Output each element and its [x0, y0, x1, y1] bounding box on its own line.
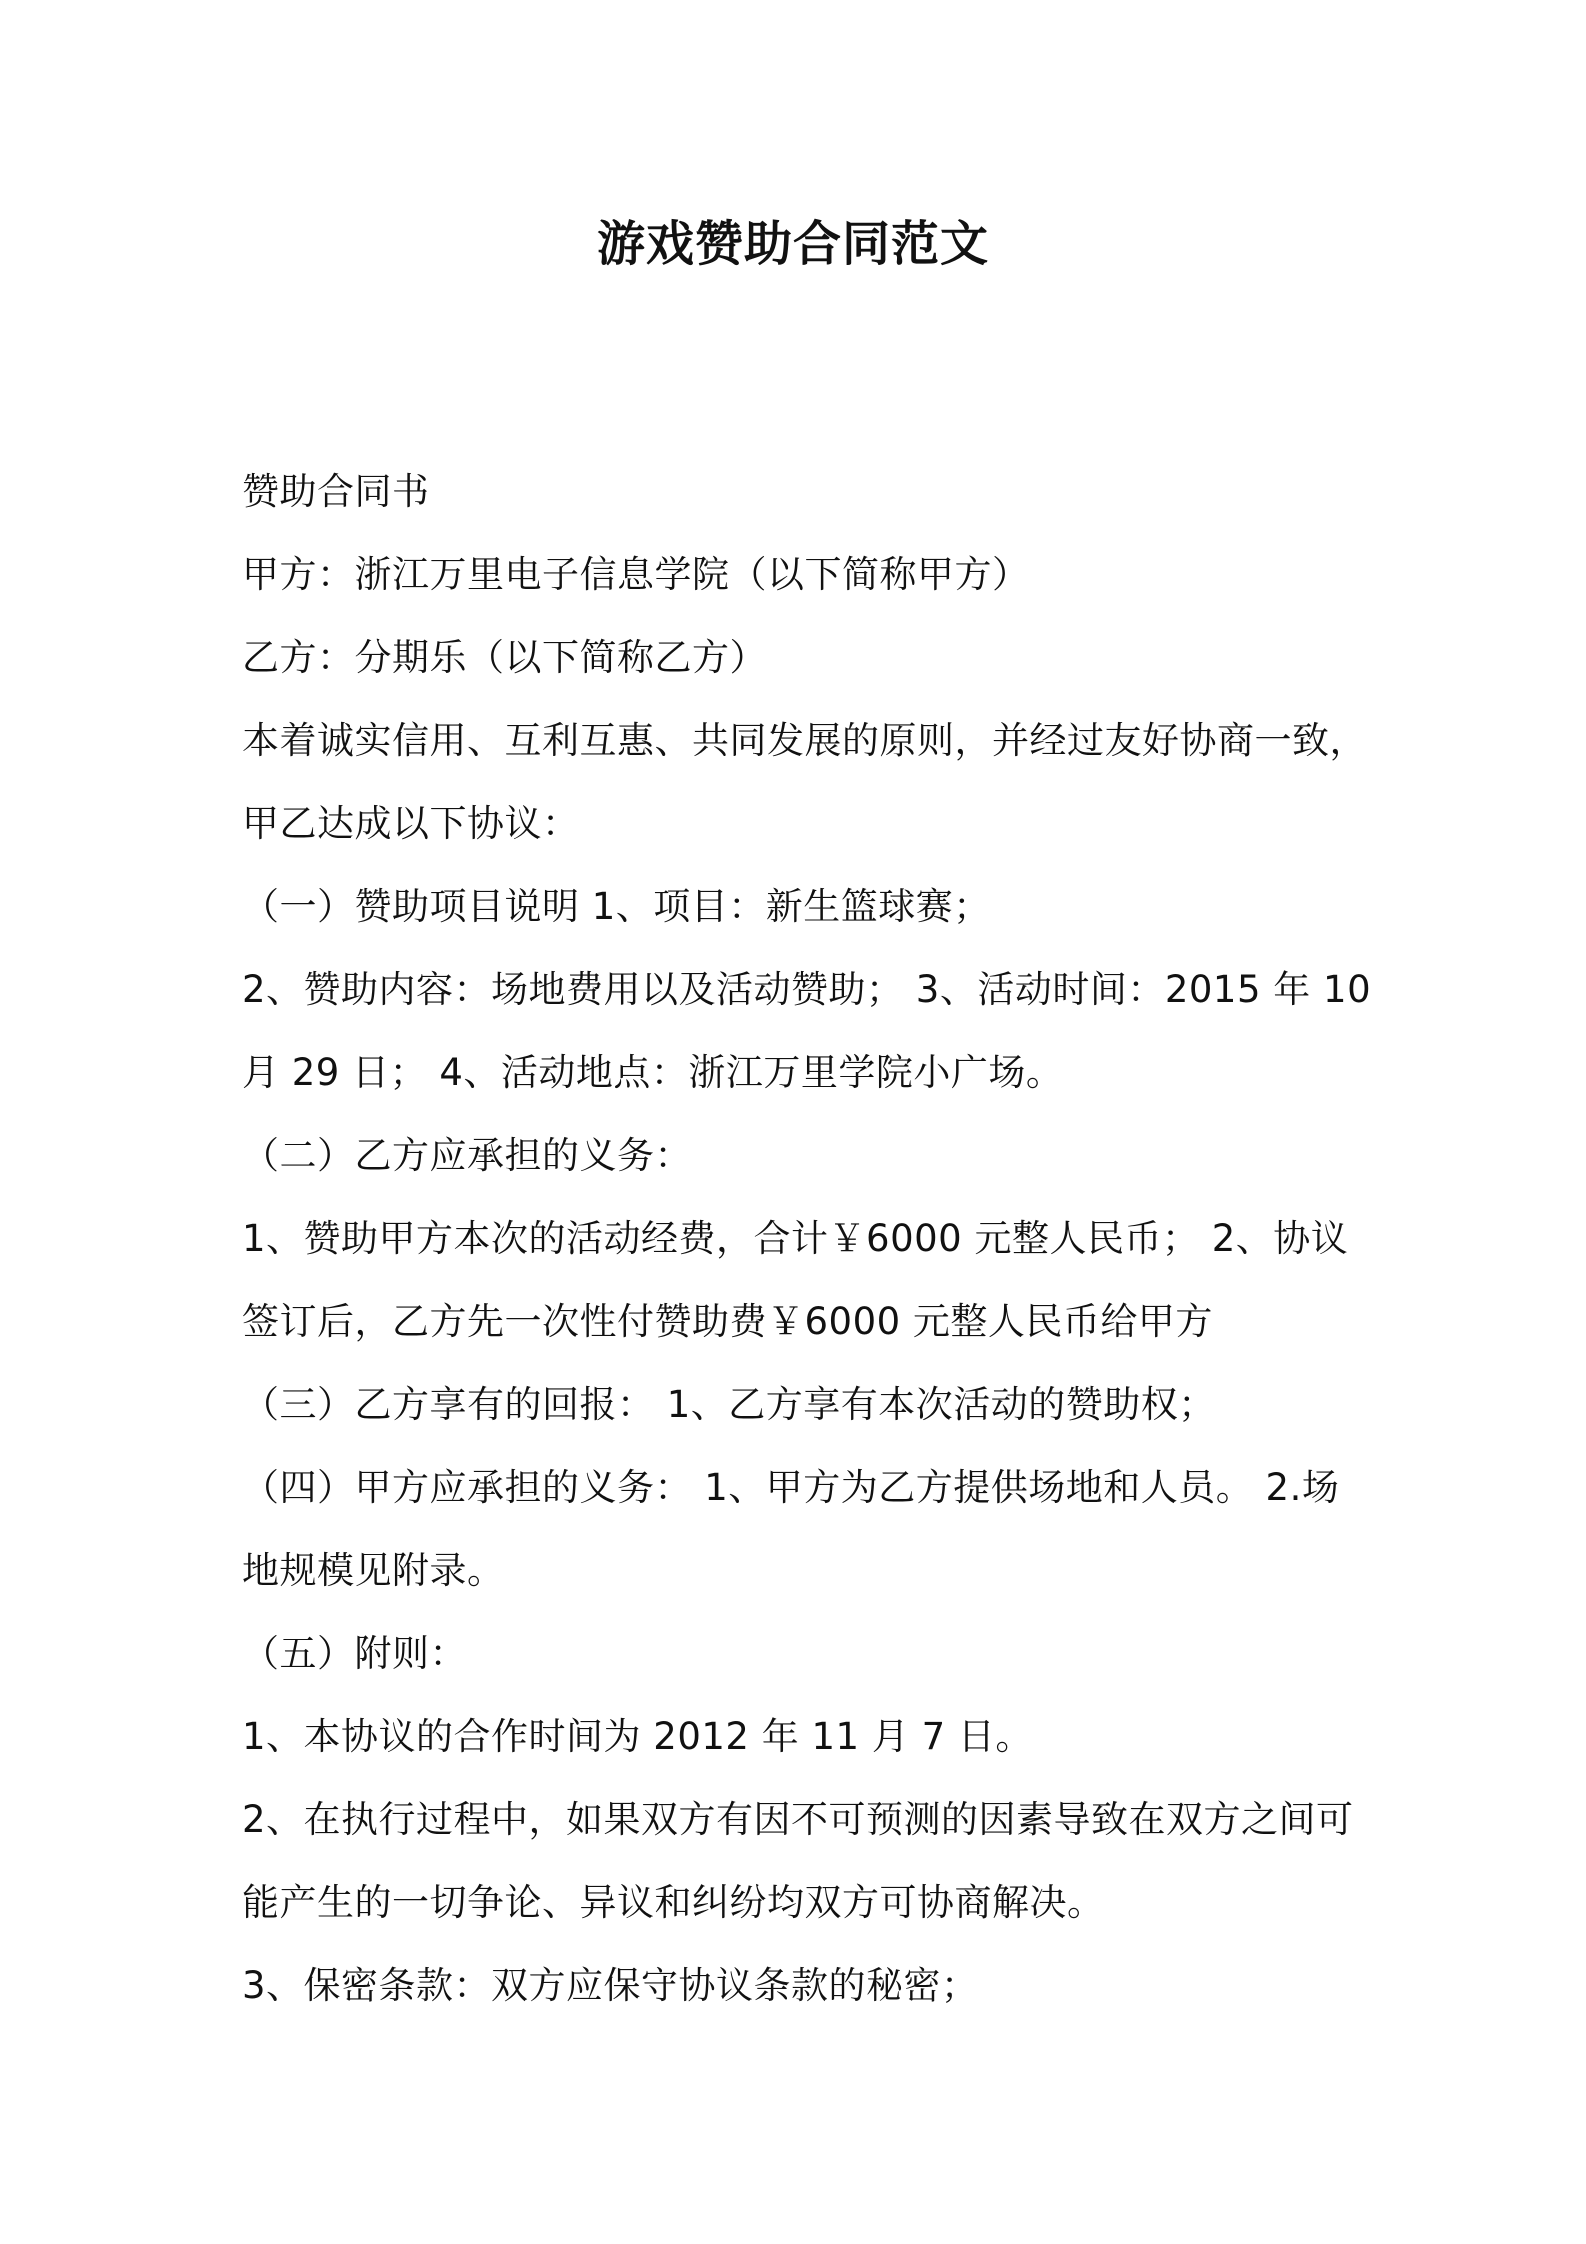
party-b-line: 乙方：分期乐（以下简称乙方）: [242, 636, 767, 679]
clause-line: 签订后，乙方先一次性付赞助费￥6000 元整人民币给甲方: [242, 1300, 1213, 1343]
clause-line: 地规模见附录。: [242, 1549, 505, 1592]
clause-line: 1、赞助甲方本次的活动经费，合计￥6000 元整人民币； 2、协议: [242, 1217, 1349, 1260]
clause-line: 月 29 日； 4、活动地点：浙江万里学院小广场。: [242, 1051, 1064, 1094]
clause-line: （四）甲方应承担的义务： 1、甲方为乙方提供场地和人员。 2.场: [242, 1466, 1340, 1509]
preamble-line: 甲乙达成以下协议：: [242, 802, 580, 845]
document-title: 游戏赞助合同范文: [596, 216, 989, 272]
clause-line: （二）乙方应承担的义务：: [242, 1134, 692, 1177]
preamble-line: 本着诚实信用、互利互惠、共同发展的原则，并经过友好协商一致，: [242, 719, 1367, 762]
party-a-line: 甲方：浙江万里电子信息学院（以下简称甲方）: [242, 553, 1030, 596]
section-heading: 赞助合同书: [242, 470, 430, 513]
clause-line: （五）附则：: [242, 1632, 467, 1675]
clause-line: 1、本协议的合作时间为 2012 年 11 月 7 日。: [242, 1715, 1033, 1758]
clause-line: 2、赞助内容：场地费用以及活动赞助； 3、活动时间：2015 年 10: [242, 968, 1372, 1011]
clause-line: 2、在执行过程中，如果双方有因不可预测的因素导致在双方之间可: [242, 1798, 1354, 1841]
document-body: [242, 450, 1372, 2027]
clause-line: 3、保密条款：双方应保守协议条款的秘密；: [242, 1964, 979, 2007]
clause-line: （一）赞助项目说明 1、项目：新生篮球赛；: [242, 885, 991, 928]
clause-line: 能产生的一切争论、异议和纠纷均双方可协商解决。: [242, 1881, 1105, 1924]
clause-line: （三）乙方享有的回报： 1、乙方享有本次活动的赞助权；: [242, 1383, 1216, 1426]
